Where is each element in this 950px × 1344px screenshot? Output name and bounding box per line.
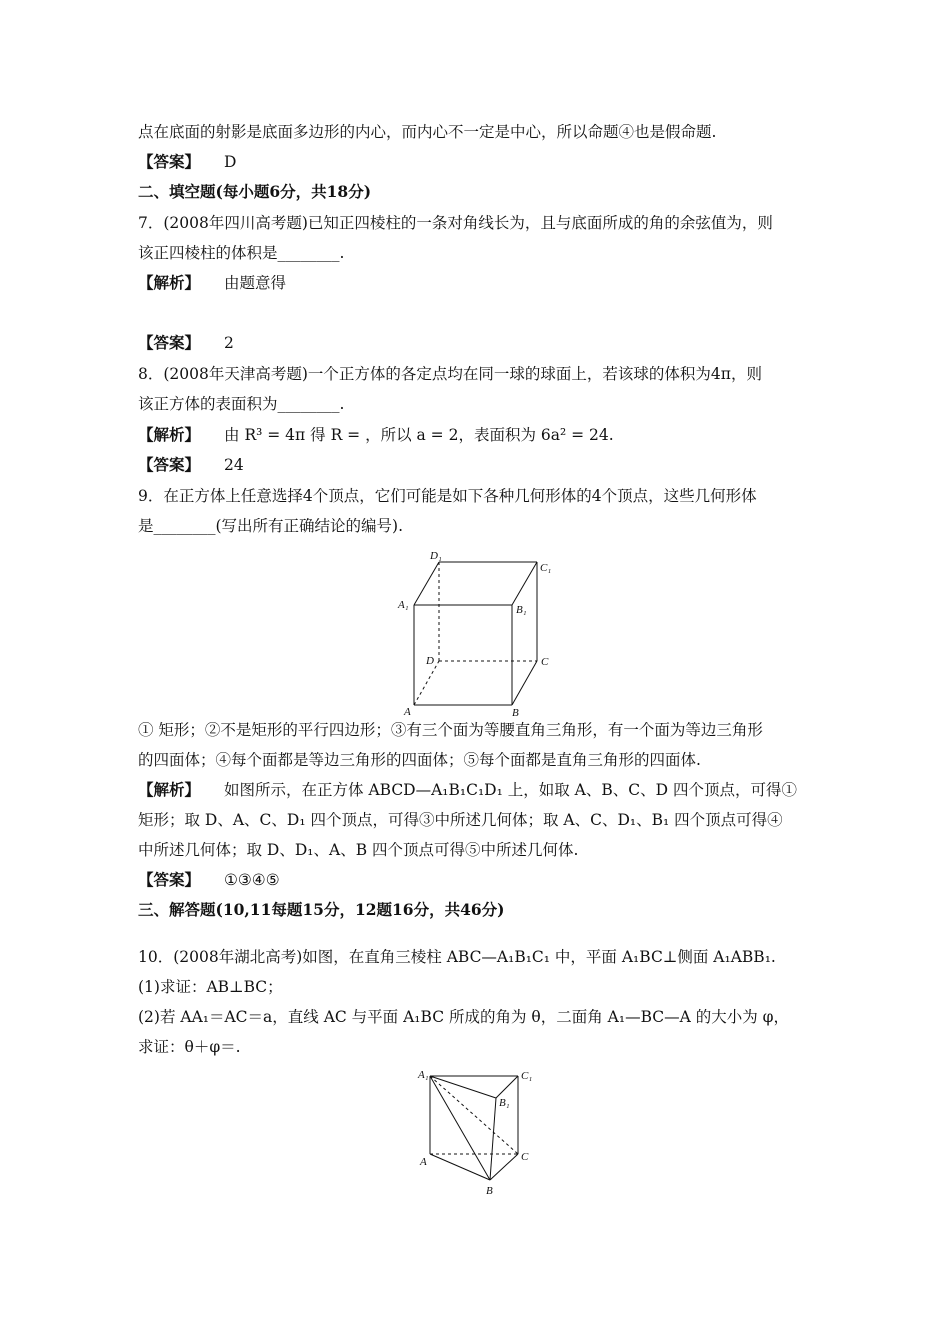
- text-line: 矩形；取 D、A、C、D₁ 四个顶点，可得③中所述几何体；取 A、C、D₁、B₁ 四个顶点可得④: [138, 811, 783, 829]
- analysis-line: 【解析】 如图所示，在正方体 ABCD—A₁B₁C₁D₁ 上，如取 A、B、C、D 四个顶点，可得①: [138, 780, 797, 799]
- text-line: 该正方体的表面积为________.: [138, 395, 345, 413]
- question-7: 7．(2008年四川高考题)已知正四棱柱的一条对角线长为，且与底面所成的角的余弦值为，则: [138, 214, 773, 232]
- label-d1: D₁: [430, 550, 442, 562]
- section-heading: 二、填空题(每小题6分，共18分): [138, 182, 372, 201]
- cube-figure: [392, 545, 562, 720]
- label-c: C: [541, 656, 549, 668]
- prism-figure: [410, 1062, 550, 1202]
- question-8: 8．(2008年天津高考题)一个正方体的各定点均在同一球的球面上，若该球的体积为4π，则: [138, 365, 762, 383]
- label-a: A: [404, 706, 411, 718]
- text-line: 是________(写出所有正确结论的编号).: [138, 517, 404, 535]
- answer-line: 【答案】 24: [138, 455, 244, 474]
- label-b1: B₁: [499, 1097, 510, 1109]
- text-line: (2)若 AA₁＝AC＝a，直线 AC 与平面 A₁BC 所成的角为 θ，二面角 A₁—BC—A 的大小为 φ，: [138, 1008, 790, 1026]
- label-a1: A₁: [398, 599, 409, 611]
- question-9: 9．在正方体上任意选择4个顶点，它们可能是如下各种几何形体的4个顶点，这些几何形体: [138, 487, 757, 505]
- text-line: 求证：θ＋φ＝.: [138, 1038, 241, 1056]
- label-c1: C₁: [540, 562, 552, 574]
- label-c1: C₁: [521, 1070, 533, 1082]
- analysis-line: 【解析】 由 R³ = 4π 得 R = ，所以 a = 2，表面积为 6a² = 24.: [138, 425, 614, 444]
- answer-line: 【答案】 D: [138, 152, 237, 171]
- question-10: 10．(2008年湖北高考)如图，在直角三棱柱 ABC—A₁B₁C₁ 中，平面 A₁BC⊥侧面 A₁ABB₁.: [138, 948, 776, 966]
- analysis-line: 【解析】 由题意得: [138, 273, 287, 292]
- options-line: ① 矩形；②不是矩形的平行四边形；③有三个面为等腰直角三角形，有一个面为等边三角形: [138, 721, 763, 739]
- label-c: C: [521, 1151, 529, 1163]
- label-a1: A₁: [418, 1069, 429, 1081]
- text-line: 该正四棱柱的体积是________.: [138, 244, 345, 262]
- answer-line: 【答案】 2: [138, 333, 234, 352]
- text-line: 的四面体；④每个面都是等边三角形的四面体；⑤每个面都是直角三角形的四面体.: [138, 751, 701, 769]
- text-line: (1)求证：AB⊥BC；: [138, 978, 283, 996]
- answer-line: 【答案】 ①③④⑤: [138, 870, 280, 889]
- label-a: A: [420, 1156, 427, 1168]
- label-b1: B₁: [516, 604, 527, 616]
- label-d: D: [426, 655, 434, 667]
- label-b: B: [512, 707, 519, 719]
- section-heading: 三、解答题(10,11每题15分，12题16分，共46分): [138, 900, 505, 919]
- text-line: 中所述几何体；取 D、D₁、A、B 四个顶点可得⑤中所述几何体.: [138, 841, 579, 859]
- label-b: B: [486, 1185, 493, 1197]
- text-line: 点在底面的射影是底面多边形的内心，而内心不一定是中心，所以命题④也是假命题.: [138, 123, 717, 141]
